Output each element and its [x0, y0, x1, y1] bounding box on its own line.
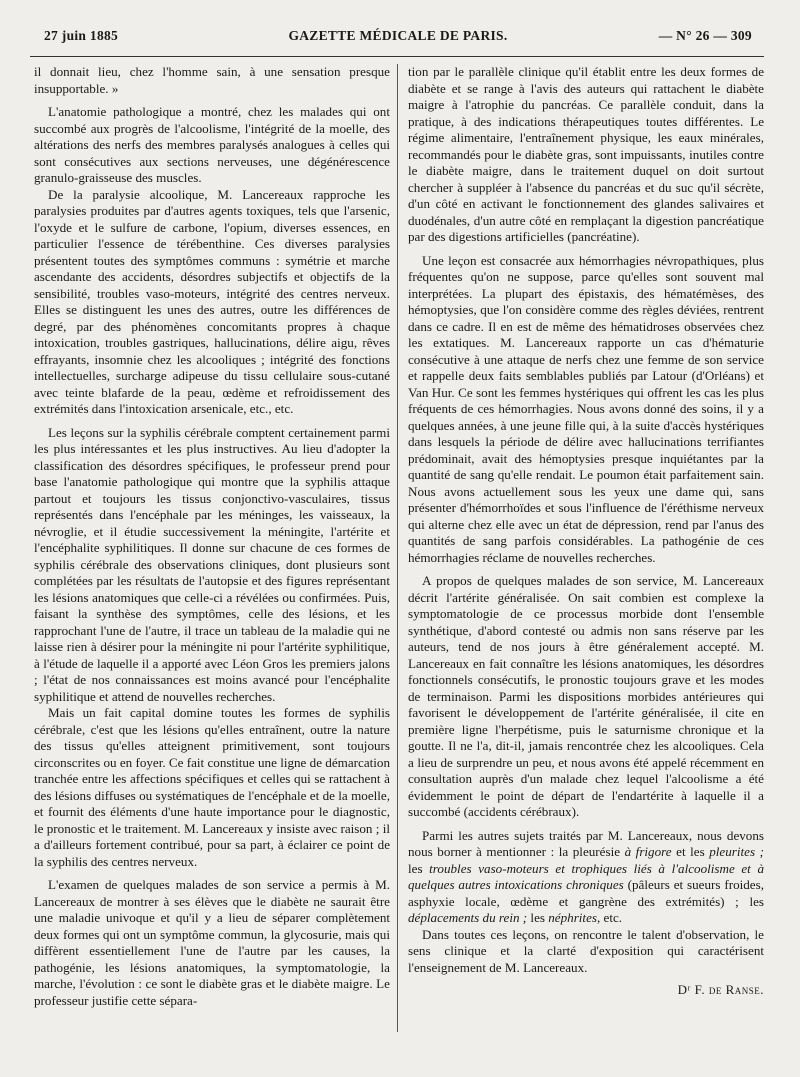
- journal-title: GAZETTE MÉDICALE DE PARIS.: [288, 28, 508, 43]
- italic-term: à frigore: [624, 844, 672, 859]
- paragraph: Une leçon est consacrée aux hémorrhagies névropathiques, plus fréquentes qu'on ne suppose, parce qu'elles sont souvent mal interprétées. La plupart des épistaxis, des hématémèses, des hémoptysies, que l'on considère comme des règles déviées, rentrent dans ce cadre. Il en est de même des hématidroses observées chez les extatiques. M. Lancereaux rapporte un cas d'hématurie consécutive à une attaque de nerfs chez une femme de son service et rappelle deux faits semblables publiés par Latour (d'Orléans) et Van Hur. Ce sont les femmes hystériques qui offrent les cas les plus fréquents de ces hémorrhagies. Nous avons donné des soins, il y a quelques années, à une jeune fille qui, à la suite d'accès hystériques dans lesquels la période de délire avec hallucinations terrifiantes prédominait, avait des hémoptysies presque inquiétantes par la quantité de sang qu'elle rendait. Le poumon était parfaitement sain. Nous avons actuellement sous les yeux une dame qui, sans présenter d'hémorrhoïdes et sous l'influence de l'éréthisme nerveux qui alterne chez elle avec un état de dépression, rend par l'anus des quantités de sang parfois considérables. La pathogénie de ces hémorrhagies réclame de nouvelles recherches.: [408, 252, 764, 565]
- text-run: et les: [671, 844, 710, 859]
- italic-term: pleurites ;: [709, 844, 764, 859]
- text-run: Parmi les autres sujets traités par M. Lancereaux, nous devons nous borner à mentionner : la pleurésie: [408, 827, 764, 859]
- issue-date: 27 juin 1885: [44, 28, 119, 43]
- paragraph: tion par le parallèle clinique qu'il établit entre les deux formes de diabète et se range à l'avis des auteurs qui rattachent le diabète maigre à l'atrophie du pancréas. Ce parallèle conduit, dans la pratique, à des indications thérapeutiques toutes différentes. Le régime alimentaire, l'entraînement physique, les eaux minérales, recommandés pour le diabète gras, sont impuissants, inutiles contre le diabète maigre, dans le traitement duquel on doit surtout chercher à suppléer à l'absence du pancréas et du suc qu'il sécrète, d'un côté en activant le fonctionnement des glandes salivaires et duodénales, d'un autre côté en remplaçant la digestion pancréatique par des digestions artificielles (pancréatine).: [408, 64, 764, 244]
- paragraph: [408, 828, 764, 927]
- italic-term: néphrites,: [548, 910, 601, 925]
- text-run: (pâleurs et sueurs froides, asphyxie locale, œdème et gangrène des extrémités) ; les: [408, 877, 764, 909]
- text-run: etc.: [600, 910, 623, 925]
- running-header: [44, 28, 752, 50]
- paragraph: L'examen de quelques malades de son service a permis à M. Lancereaux de montrer à ses élèves que le diabète ne saurait être une maladie univoque et qu'il y a lieu de séparer complètement deux formes qui ont un symptôme commun, la glycosurie, mais qui diffèrent essentiellement l'une de l'autre par les causes, la pathogénie, les lésions anatomiques, la symptomatologie, la marche, l'évolution : ce sont le diabète gras et le diabète maigre. Le professeur justifie cette sépara-: [34, 877, 390, 1008]
- paragraph: De la paralysie alcoolique, M. Lancereaux rapproche les paralysies produites par d'autres agents toxiques, tels que l'arsenic, l'oxyde et le sulfure de carbone, l'opium, diverses essences, en particulier l'essence de térébenthine. Ces diverses paralysies présentent toutes des symptômes communs : symétrie et marche ascendante des accidents, désordres subjectifs et objectifs de la sensibilité, troubles vaso-moteurs, intégrité des centres nerveux. Elles se distinguent les unes des autres, outre les différences de degré, par des phénomènes concomitants propres à chaque intoxication, troubles gastriques, hallucinations, délire aigu, rêves effrayants, insomnie chez les alcooliques ; intégrité des fonctions intellectuelles, surcharge adipeuse du tissu cellulaire sous-cutané avec teinte blafarde de la peau, œdème et refroidissement des extrémités dans l'intoxication arsenicale, etc., etc.: [34, 186, 390, 416]
- paragraph: Mais un fait capital domine toutes les formes de syphilis cérébrale, c'est que les lésions qu'elles entraînent, outre la nature des tissus qu'elles atteignent primitivement, sont toujours circonscrites ou en foyer. Ce fait constitue une ligne de démarcation tranchée entre les affections spécifiques et celles qui se rattachent à des lésions diffuses ou systématiques de l'encéphale et de la moelle, et fournit des éléments d'une haute importance pour le diagnostic, le pronostic et le traitement. M. Lancereaux y insiste avec raison ; il a d'ailleurs fortement contribué, pour sa part, à éclairer ce point de la syphilis des centres nerveux.: [34, 705, 390, 869]
- paragraph: Dans toutes ces leçons, on rencontre le talent d'observation, le sens clinique et la clarté d'exposition qui caractérisent l'enseignement de M. Lancereaux.: [408, 926, 764, 975]
- issue-page-number: — N° 26 — 309: [658, 28, 752, 43]
- right-column: [408, 64, 764, 999]
- header-rule: [30, 56, 764, 57]
- italic-term: déplacements du rein ;: [408, 910, 528, 925]
- column-divider: [397, 64, 398, 1032]
- text-run: les: [408, 860, 430, 876]
- paragraph: il donnait lieu, chez l'homme sain, à une sensation presque insupportable. »: [34, 64, 390, 96]
- text-run: les: [527, 910, 549, 925]
- signature-initial: Dʳ F.: [677, 982, 709, 997]
- left-column: [34, 64, 390, 1016]
- paragraph: A propos de quelques malades de son service, M. Lancereaux décrit l'artérite généralisée. On sait combien est complexe la symptomatologie de ce processus morbide dont l'ensemble synthétique, d'abord contesté ou admis non sans réserve par les auteurs, tend de nos jours à être généralement accepté. M. Lancereaux en fait connaître les lésions anatomiques, les désordres fonctionnels consécutifs, le pronostic toujours grave et les modes de terminaison. Parmi les dispositions morbides antérieures qui favorisent le développement de l'artérite généralisée, il cite en première ligne l'herpétisme, puis le saturnisme chronique et la goutte. Il ne l'a, dit-il, jamais rencontrée chez les alcooliques. Cela a lieu de surprendre un peu, et nous avons été appelé récemment en consultation auprès d'un malade chez lequel l'alcoolisme a été évidemment le point de départ de l'endartérite à laquelle il a succombé (accidents cérébraux).: [408, 573, 764, 819]
- paragraph: Les leçons sur la syphilis cérébrale comptent certainement parmi les plus intéressantes et les plus instructives. Au lieu d'adopter la classification des désordres spécifiques, le professeur prend pour base l'anatomie pathologique qui montre que la syphilis attaque partout et toujours les tissus conjonctivo-vasculaires, tissus représentés dans l'encéphale par les méninges, les vaisseaux, la névroglie, et il étudie successivement la méningite, l'artérite et l'encéphalite syphilitiques. Il donne sur chacune de ces formes de syphilis cérébrale des observations cliniques, dont plusieurs sont complétées par les résultats de l'autopsie et des figures représentant les lésions anatomiques que celle-ci a révélées ou confirmées. Puis, faisant la synthèse des symptômes, celle des lésions, et les rapprochant l'une de l'autre, il trace un tableau de la maladie qui ne laisse rien à désirer pour la méningite ni pour l'artérite syphilitique, à l'étude de laquelle il a apporté avec Léon Gros les premiers jalons ; l'état de nos connaissances est moins avancé pour l'encéphalite syphilitique et attend de nouvelles recherches.: [34, 424, 390, 704]
- signature-name: de Ranse.: [708, 982, 764, 997]
- paragraph: L'anatomie pathologique a montré, chez les malades qui ont succombé aux progrès de l'alcoolisme, l'intégrité de la moelle, des altérations des nerfs des membres paralysés analogues à celles qui sont consécutives aux sections nerveuses, une dégénérescence granulo-graisseuse des muscles.: [34, 104, 390, 185]
- author-signature: [408, 982, 764, 999]
- italic-term: troubles vaso-moteurs et trophiques liés à l'alcoolisme et à quelques autres intoxications chroniques: [408, 860, 764, 892]
